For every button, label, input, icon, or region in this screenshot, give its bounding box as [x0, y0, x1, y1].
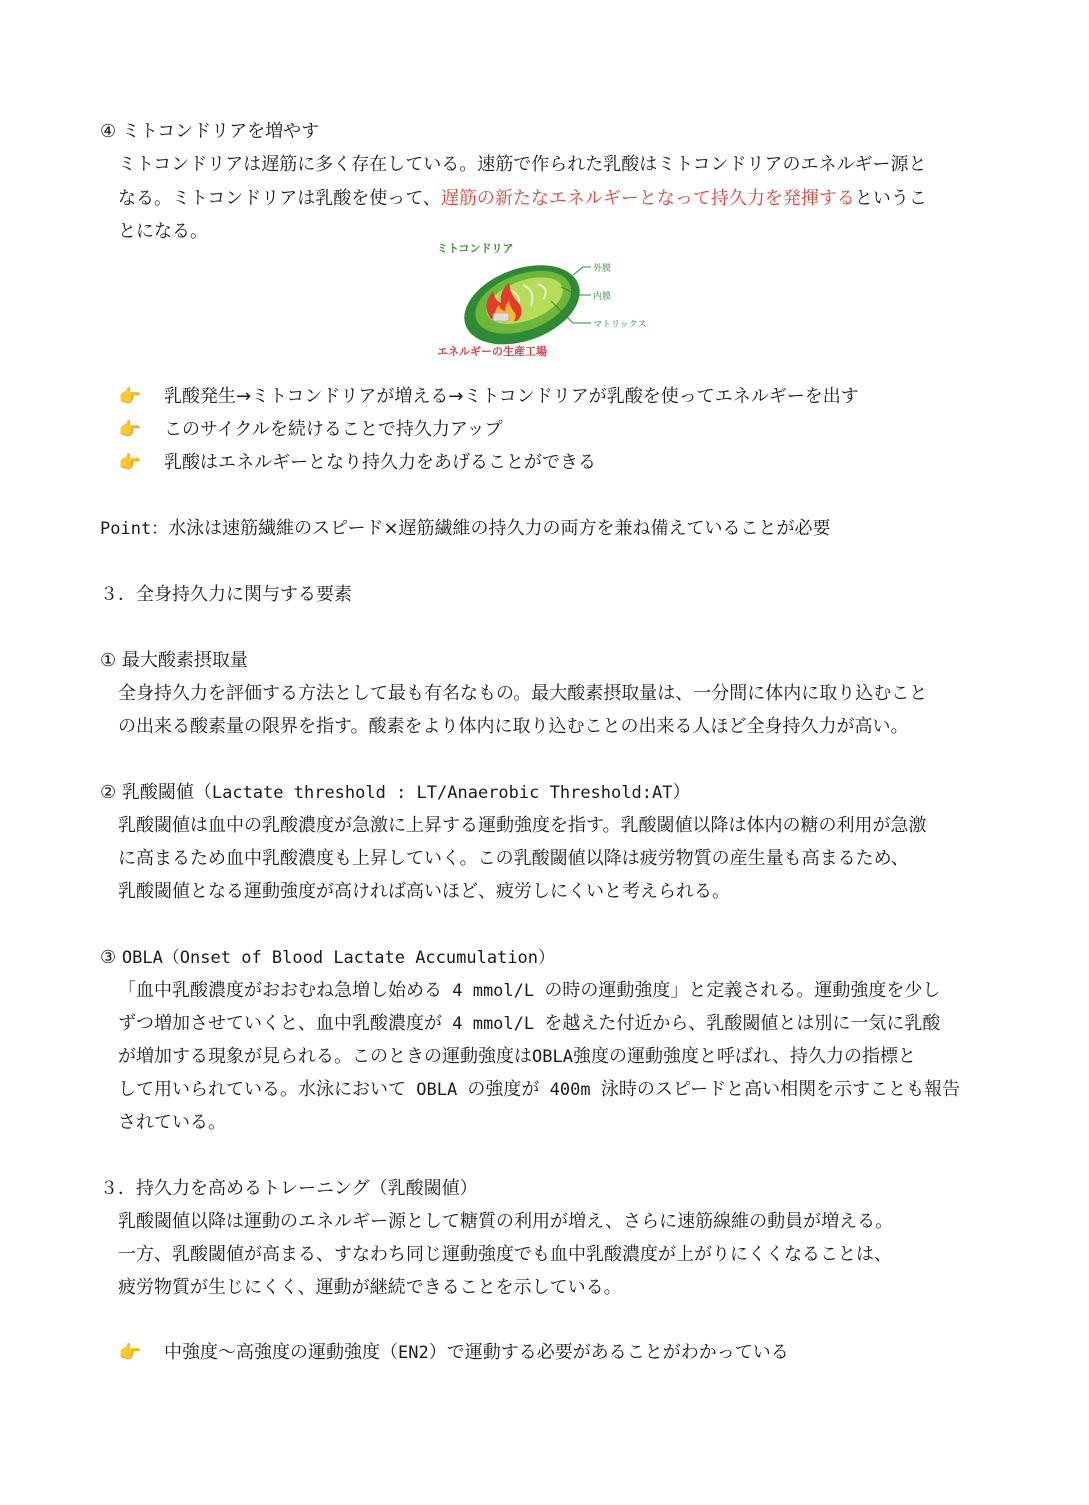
item-3-heading — [100, 943, 555, 973]
training-line-3: 疲労物質が生じにくく、運動が継続できることを示している。 — [118, 1277, 622, 1298]
item-3-line-3-b: 強度の運動強度と呼ばれ、持久力の指標と — [572, 1046, 917, 1067]
point-text: 水泳は速筋繊維のスピード×遅筋繊維の持久力の両方を兼ね備えていることが必要 — [168, 518, 831, 539]
training-heading: ３．持久力を高めるトレーニング（乳酸閾値） — [100, 1178, 478, 1199]
pointing-hand-icon: 👉 — [118, 452, 142, 473]
mito-line-2-start: なる。ミトコンドリアは乳酸を使って、 — [118, 188, 441, 209]
item-3-line-4-b: の強度が — [467, 1079, 540, 1100]
mito-bullet-1 — [118, 382, 859, 412]
figure-title: ミトコンドリア — [437, 242, 514, 255]
mito-heading: ④ ミトコンドリアを増やす — [100, 121, 320, 142]
bullet-text: このサイクルを続けることで持久力アップ — [164, 419, 503, 440]
mito-line-2-end: というこ — [854, 188, 927, 209]
training-line-1: 乳酸閾値以降は運動のエネルギー源として糖質の利用が増え、さらに速筋線維の動員が増える。 — [118, 1211, 894, 1232]
training-bullet-mono: EN2 — [398, 1343, 429, 1363]
item-3-line-1-b: の時の運動強度」と定義される。運動強度を少し — [544, 980, 941, 1001]
item-1-heading: ① 最大酸素摂取量 — [100, 650, 248, 671]
training-line-2: 一方、乳酸閾値が高まる、すなわち同じ運動強度でも血中乳酸濃度が上がりにくくなることは、 — [118, 1244, 892, 1265]
section-3-heading: ３．全身持久力に関与する要素 — [100, 584, 352, 605]
point-line — [100, 514, 831, 544]
mito-highlight-text: 遅筋の新たなエネルギーとなって持久力を発揮する — [440, 188, 855, 209]
training-bullet-b: ）で運動する必要があることがわかっている — [428, 1342, 789, 1363]
mito-line-1: ミトコンドリアは遅筋に多く存在している。速筋で作られた乳酸はミトコンドリアのエネルギー源と — [118, 154, 927, 175]
item-3-line-4-c: 泳時のスピードと高い相関を示すことも報告 — [600, 1079, 961, 1100]
pointing-hand-icon: 👉 — [118, 1342, 142, 1363]
pointing-hand-icon: 👉 — [118, 419, 142, 440]
item-2-line-1: 乳酸閾値は血中の乳酸濃度が急激に上昇する運動強度を指す。乳酸閾値以降は体内の糖の利用が急激 — [118, 815, 927, 836]
item-3-line-5: されている。 — [118, 1112, 226, 1133]
item-2-heading — [100, 778, 690, 808]
label-inner-membrane: 内膜 — [593, 292, 612, 302]
item-3-line-2-mono: 4 mmol/L — [442, 1014, 545, 1034]
item-3-line-1-mono: 4 mmol/L — [442, 981, 545, 1001]
item-2-heading-mono: Lactate threshold : LT/Anaerobic Threshold:AT — [211, 783, 673, 803]
bullet-text: 乳酸発生→ミトコンドリアが増える→ミトコンドリアが乳酸を使ってエネルギーを出す — [164, 386, 859, 407]
item-3-line-3 — [118, 1042, 916, 1072]
item-3-line-4-mono-1: OBLA — [406, 1080, 468, 1100]
item-2-line-3: 乳酸閾値となる運動強度が高ければ高いほど、疲労しにくいと考えられる。 — [118, 881, 730, 902]
pointing-hand-icon: 👉 — [118, 386, 142, 407]
training-bullet — [118, 1338, 789, 1368]
item-2-line-2: に高まるため血中乳酸濃度も上昇していく。この乳酸閾値以降は疲労物質の産生量も高まるため、 — [118, 848, 909, 869]
item-1-line-2: の出来る酸素量の限界を指す。酸素をより体内に取り込むことの出来る人ほど全身持久力が高い。 — [118, 716, 909, 737]
mitochondria-diagram — [433, 237, 663, 365]
item-2-heading-end: ） — [672, 782, 691, 803]
mito-bullet-3 — [118, 448, 596, 478]
item-3-line-1 — [118, 976, 940, 1006]
item-1-line-1: 全身持久力を評価する方法として最も有名なもの。最大酸素摂取量は、一分間に体内に取り込むこと — [118, 683, 928, 704]
item-2-heading-start: ② 乳酸閾値（ — [100, 782, 212, 803]
item-3-line-1-a: 「血中乳酸濃度がおおむね急増し始める — [118, 980, 442, 1001]
item-3-line-3-a: が増加する現象が見られる。このときの運動強度は — [118, 1046, 532, 1067]
training-bullet-a: 中強度～高強度の運動強度（ — [164, 1342, 398, 1363]
item-3-line-3-mono: OBLA — [532, 1047, 573, 1067]
item-3-line-2-b: を越えた付近から、乳酸閾値とは別に一気に乳酸 — [544, 1013, 941, 1034]
item-3-line-4 — [118, 1075, 960, 1105]
item-3-line-2-a: ずつ増加させていくと、血中乳酸濃度が — [118, 1013, 442, 1034]
item-3-heading-mono: OBLA（Onset of Blood Lactate Accumulation） — [121, 948, 556, 968]
point-label: Point： — [100, 519, 169, 539]
mito-line-3: とになる。 — [118, 221, 208, 242]
mito-bullet-2 — [118, 415, 503, 445]
bullet-text: 乳酸はエネルギーとなり持久力をあげることができる — [164, 452, 596, 473]
item-3-heading-start: ③ — [100, 947, 122, 968]
mito-line-2 — [118, 184, 927, 214]
label-matrix: マトリックス — [593, 320, 647, 330]
label-outer-membrane: 外膜 — [593, 264, 612, 274]
item-3-line-4-mono-2: 400m — [539, 1080, 601, 1100]
item-3-line-2 — [118, 1009, 940, 1039]
item-3-line-4-a: して用いられている。水泳において — [118, 1079, 406, 1100]
figure-caption: エネルギーの生産工場 — [437, 345, 547, 358]
